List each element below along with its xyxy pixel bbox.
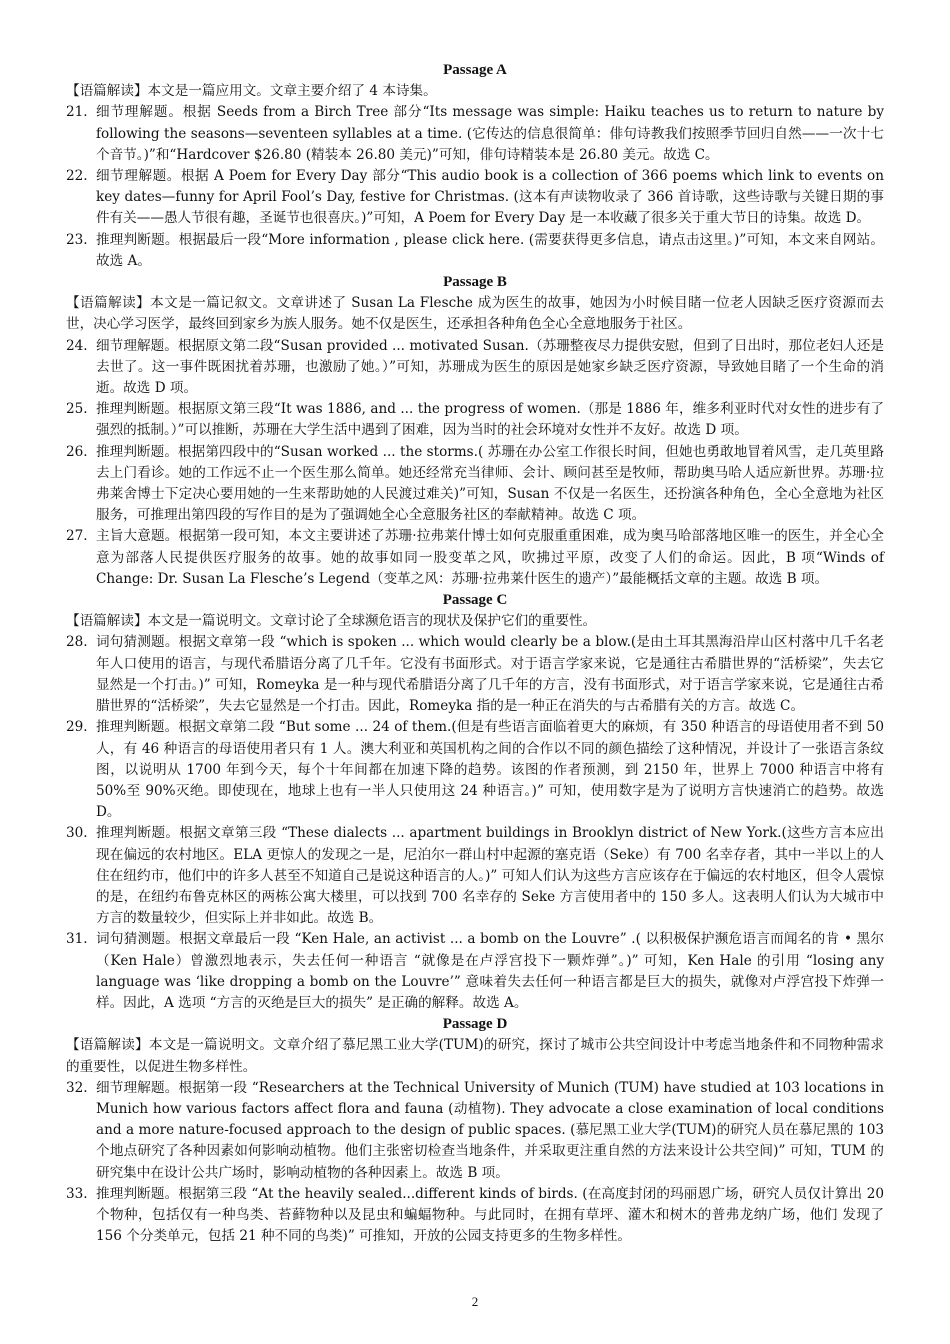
- question-explanation: 细节理解题。根据 Seeds from a Birch Tree 部分“Its message was simple: Haiku teaches us to return to nature by following the seasons—seventeen syllables at a time. (它传达的信息很简单：俳句诗教我们按照季节回归自然——一次十七个音节。)”和“Hardcover $26.80 (精装本 26.80 美元)”可知，俳句诗精装本是 26.80 美元。故选 C。: [96, 104, 884, 163]
- question-explanation: 主旨大意题。根据第一段可知，本文主要讲述了苏珊·拉弗莱什博士如何克服重重困难，成为奥马哈部落地区唯一的医生，并全心全意为部落人民提供医疗服务的故事。她的故事如同一股变革之风，吹拂过平原，改变了人们的命运。因此，B 项“Winds of Change: Dr. Susan La Flesche’s Legend（变革之风：苏珊·拉弗莱什医生的遗产）”最能概括文章的主题。故选 B 项。: [96, 528, 884, 587]
- question-explanation: 推理判断题。根据原文第三段“It was 1886, and ... the progress of women.（那是 1886 年，维多利亚时代对女性的进步有了强烈的抵制。）”可以推断，苏珊在大学生活中遇到了困难，因为当时的社会环境对女性并不友好。故选 D 项。: [96, 401, 884, 439]
- question-explanation: 词句猜测题。根据文章最后一段 “Ken Hale, an activist ... a bomb on the Louvre” .( 以积极保护濒危语言而闻名的肯 • 黑尔（Ken Hale）曾激烈地表示，失去任何一种语言 “就像是在卢浮宫投下一颗炸弹”。)” 可知，Ken Hale 的引用 “losing any language was ‘like dropping a bomb on the Louvre’” 意味着失去任何一种语言都是巨大的损失，就像对卢浮宫投下炸弹一样。因此，A 选项 “方言的灭绝是巨大的损失” 是正确的解释。故选 A。: [96, 931, 884, 1011]
- passage-c: [66, 590, 884, 1014]
- passage-title: Passage B: [443, 274, 507, 291]
- question-explanation: 推理判断题。根据文章第三段 “These dialects ... apartment buildings in Brooklyn district of New York.(这些方言本应出现在偏远的农村地区。ELA 更惊人的发现之一是，尼泊尔一群山村中起源的塞克语（Seke）有 700 名幸存者，其中一半以上的人住在纽约市，他们中的许多人甚至不知道自己是说这种语言的人。)” 可知人们认为这些方言应该存在于偏远的农村地区，但令人震惊的是，在纽约布鲁克林区的两栋公寓大楼里，可以找到 700 名幸存的 Seke 方言使用者中的 150 多人。这表明人们认为大城市中方言的数量较少，但实际上并非如此。故选 B。: [96, 825, 884, 927]
- question-number: 29.: [66, 719, 88, 736]
- question-explanation: 细节理解题。根据第一段 “Researchers at the Technical University of Munich (TUM) have studied at 103 locations in Munich how various factors affect flora and fauna (动植物). They advocate a close examination of local conditions and a more nature-focused approach to the design of public spaces. (慕尼黑工业大学(TUM)的研究人员在慕尼黑的 103 个地点研究了各种因素如何影响动植物。他们主张密切检查当地条件，并采取更注重自然的方法来设计公共空间)” 可知，TUM 的研究集中在设计公共广场时，影响动植物的各种因素上。故选 B 项。: [96, 1079, 884, 1181]
- question-number: 21.: [66, 104, 88, 121]
- question-number: 30.: [66, 825, 88, 842]
- question-item: [66, 442, 884, 527]
- question-number: 33.: [66, 1185, 88, 1202]
- question-explanation: 推理判断题。根据第四段中的“Susan worked ... the storms.( 苏珊在办公室工作很长时间，但她也勇敢地冒着风雪，走几英里路去上门看诊。她的工作远不止一个医生那么简单。她还经常充当律师、会计、顾问甚至是牧师，帮助奥马哈人适应新世界。苏珊·拉弗莱舍博士下定决心要用她的一生来帮助她的人民渡过难关)”可知，Susan 不仅是一名医生，还扮演各种角色，全心全意地为社区服务，可推理出第四段的写作目的是为了强调她全心全意服务社区的奉献精神。故选 C 项。: [96, 443, 884, 524]
- question-number: 24.: [66, 337, 88, 354]
- question-item: [66, 230, 884, 272]
- passage-intro: 【语篇解读】本文是一篇说明文。文章介绍了慕尼黑工业大学(TUM)的研究，探讨了城市公共空间设计中考虑当地条件和不同物种需求的重要性，以促进生物多样性。: [66, 1037, 884, 1075]
- document-page: [66, 60, 884, 1247]
- question-item: [66, 632, 884, 717]
- passage-title: Passage D: [442, 1016, 508, 1033]
- question-item: [66, 929, 884, 1014]
- question-number: 28.: [66, 634, 88, 651]
- question-explanation: 细节理解题。根据 A Poem for Every Day 部分“This audio book is a collection of 366 poems which link to events on key dates—funny for April Fool’s Day, festive for Christmas. (这本有声读物收录了 366 首诗歌，这些诗歌与关键日期的事件有关——愚人节很有趣，圣诞节也很喜庆。)”可知，A Poem for Every Day 是一本收藏了很多关于重大节日的诗集。故选 D。: [96, 168, 884, 227]
- question-number: 26.: [66, 443, 88, 460]
- question-number: 23.: [66, 231, 88, 248]
- question-explanation: 词句猜测题。根据文章第一段 “which is spoken ... which would clearly be a blow.(是由土耳其黑海沿岸山区村落中几千名老年人口使用的语言，与现代希腊语分离了几千年。它没有书面形式。对于语言学家来说，它是通往古希腊世界的“活桥梁”，失去它显然是一个打击。)” 可知，Romeyka 是一种与现代希腊语分离了几千年的方言，没有书面形式，对于语言学家来说，它是通往古希腊世界的“活桥梁”，失去它显然是一个打击。因此，Romeyka 指的是一种正在消失的与古希腊有关的方言。故选 C。: [96, 634, 884, 715]
- question-explanation: 推理判断题。根据文章第二段 “But some ... 24 of them.(但是有些语言面临着更大的麻烦，有 350 种语言的母语使用者不到 50 人，有 46 种语言的母语使用者只有 1 人。澳大利亚和英国机构之间的合作以不同的颜色描绘了这种情况，并设计了一张语言条纹图，以说明从 1700 年到今天，每个十年间都在加速下降的趋势。该图的作者预测，到 2150 年，世界上 7000 种语言中将有 50%至 90%灭绝。即使现在，地球上也有一半人只使用这 24 种语言。)” 可知，使用数字是为了说明方言快速消亡的趋势。故选 D。: [96, 719, 884, 821]
- question-explanation: 细节理解题。根据原文第二段“Susan provided ... motivated Susan.（苏珊整夜尽力提供安慰，但到了日出时，那位老妇人还是去世了。这一事件既困扰着苏珊，也激励了她。）”可知，苏珊成为医生的原因是她家乡缺乏医疗资源，导致她目睹了一个生命的消逝。故选 D 项。: [96, 337, 884, 397]
- question-item: [66, 717, 884, 823]
- passage-intro: 【语篇解读】本文是一篇应用文。文章主要介绍了 4 本诗集。: [66, 83, 437, 100]
- question-item: [66, 1184, 884, 1248]
- question-item: [66, 823, 884, 929]
- question-item: [66, 1078, 884, 1184]
- question-item: [66, 336, 884, 400]
- question-item: [66, 166, 884, 230]
- passage-intro: 【语篇解读】本文是一篇说明文。文章讨论了全球濒危语言的现状及保护它们的重要性。: [66, 613, 597, 630]
- question-explanation: 推理判断题。根据第三段 “At the heavily sealed...different kinds of birds. (在高度封闭的玛丽恩广场，研究人员仅计算出 20 个物种，包括仅有一种鸟类、苔藓物种以及昆虫和蝙蝠物种。与此同时，在拥有草坪、灌木和树木的普弗龙纳广场，他们 发现了 156 个分类单元，包括 21 种不同的鸟类)” 可推知，开放的公园支持更多的生物多样性。: [96, 1185, 884, 1245]
- question-item: [66, 102, 884, 166]
- question-explanation: 推理判断题。根据最后一段“More information , please click here. (需要获得更多信息，请点击这里。)”可知，本文来自网站。故选 A。: [96, 231, 884, 269]
- question-item: [66, 399, 884, 441]
- passage-b: [66, 272, 884, 590]
- passage-a: [66, 60, 884, 272]
- passage-title: Passage A: [443, 62, 507, 78]
- question-number: 27.: [66, 528, 88, 545]
- page-number: 2: [471, 1294, 479, 1309]
- passage-intro: 【语篇解读】本文是一篇记叙文。文章讲述了 Susan La Flesche 成为医生的故事，她因为小时候目睹一位老人因缺乏医疗资源而去世，决心学习医学，最终回到家乡为族人服务。她不仅是医生，还承担各种角色全心全意地服务于社区。: [66, 295, 884, 333]
- question-number: 32.: [66, 1079, 88, 1096]
- question-number: 22.: [66, 168, 88, 185]
- question-item: [66, 526, 884, 590]
- passage-d: [66, 1014, 884, 1247]
- question-number: 25.: [66, 401, 88, 418]
- question-number: 31.: [66, 931, 88, 948]
- passage-title: Passage C: [442, 592, 508, 609]
